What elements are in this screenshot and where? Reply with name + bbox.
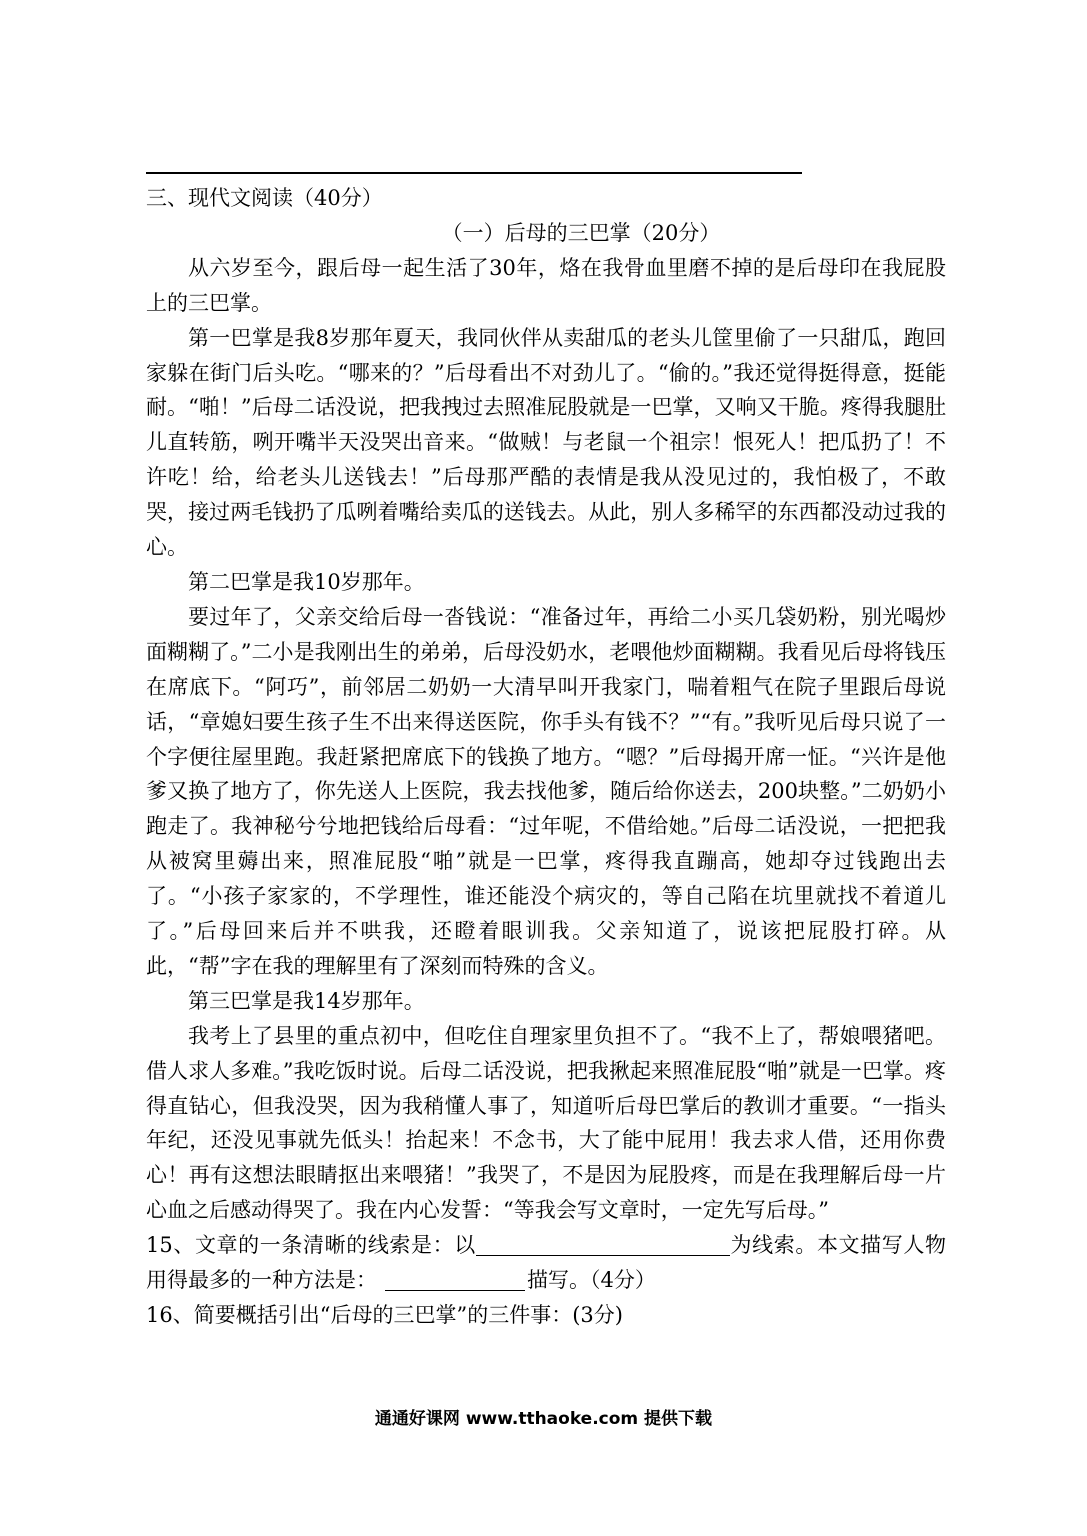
article-paragraph: 要过年了，父亲交给后母一沓钱说：“准备过年，再给二小买几袋奶粉，别光喝炒面糊糊了。”二小是我刚出生的弟弟，后母没奶水，老喂他炒面糊糊。我看见后母将钱压在席底下。“阿巧”，前邻居二奶奶一大清早叫开我家门，喘着粗气在院子里跟后母说话，“章媳妇要生孩子生不出来得送医院，你手头有钱不？”“有。”我听见后母只说了一个字便往屋里跑。我赶紧把席底下的钱换了地方。“嗯？”后母揭开席一怔。“兴许是他爹又换了地方了，你先送人上医院，我去找他爹，随后给你送去，200块整。”二奶奶小跑走了。我神秘兮兮地把钱给后母看：“过年呢，不借给她。”后母二话没说，一把把我从被窝里薅出来，照准屁股“啪”就是一巴掌，疼得我直蹦高，她却夺过钱跑出去了。“小孩子家家的，不学理性，谁还能没个病灾的，等自己陷在坑里就找不着道儿了。”后母回来后并不哄我，还瞪着眼训我。父亲知道了，说该把屁股打碎。从此，“帮”字在我的理解里有了深刻而特殊的含义。 <box>146 604 946 978</box>
article-paragraph: 我考上了县里的重点初中，但吃住自理家里负担不了。“我不上了，帮娘喂猪吧。借人求人多难。”我吃饭时说。后母二话没说，把我揪起来照准屁股“啪”就是一巴掌。疼得直钻心，但我没哭，因为我稍懂人事了，知道听后母巴掌后的教训才重要。“一指头年纪，还没见事就先低头！抬起来！不念书，大了能中屁用！我去求人借，还用你费心！再有这想法眼睛抠出来喂猪！”我哭了，不是因为屁股疼，而是在我理解后母一片心血之后感动得哭了。我在内心发誓：“等我会写文章时，一定先写后母。” <box>146 1023 946 1223</box>
question-15 <box>146 1228 946 1298</box>
article-paragraph: 第二巴掌是我10岁那年。 <box>188 569 425 594</box>
question-15-text-3: 描写。（4分） <box>527 1268 656 1293</box>
answer-blank-method[interactable] <box>385 1268 525 1291</box>
article-title: （一）后母的三巴掌（20分） <box>441 220 721 245</box>
exam-page-content <box>146 181 946 1333</box>
top-divider <box>146 172 802 174</box>
article-paragraph: 从六岁至今，跟后母一起生活了30年，烙在我骨血里磨不掉的是后母印在我屁股上的三巴掌。 <box>146 255 946 315</box>
article-paragraph: 第三巴掌是我14岁那年。 <box>188 988 425 1013</box>
footer-credit: 通通好课网 www.tthaoke.com 提供下载 <box>374 1409 713 1429</box>
section-title: 三、现代文阅读（40分） <box>146 186 383 210</box>
question-15-text-2: 为线索。本文描写人物用得最多的一种方法是： <box>146 1233 946 1293</box>
article-paragraph: 第一巴掌是我8岁那年夏天，我同伙伴从卖甜瓜的老头儿筐里偷了一只甜瓜，跑回家躲在街门后头吃。“哪来的？”后母看出不对劲儿了。“偷的。”我还觉得挺得意，挺能耐。“啪！”后母二话没说，把我拽过去照准屁股就是一巴掌，又响又干脆。疼得我腿肚儿直转筋，咧开嘴半天没哭出音来。“做贼！与老鼠一个祖宗！恨死人！把瓜扔了！不许吃！给，给老头儿送钱去！”后母那严酷的表情是我从没见过的，我怕极了，不敢哭，接过两毛钱扔了瓜咧着嘴给卖瓜的送钱去。从此，别人多稀罕的东西都没动过我的心。 <box>146 325 946 560</box>
question-15-text-1: 15、文章的一条清晰的线索是：以 <box>146 1233 476 1258</box>
answer-blank-clue[interactable] <box>476 1233 730 1256</box>
question-16: 16、简要概括引出“后母的三巴掌”的三件事：(3分) <box>146 1303 623 1327</box>
